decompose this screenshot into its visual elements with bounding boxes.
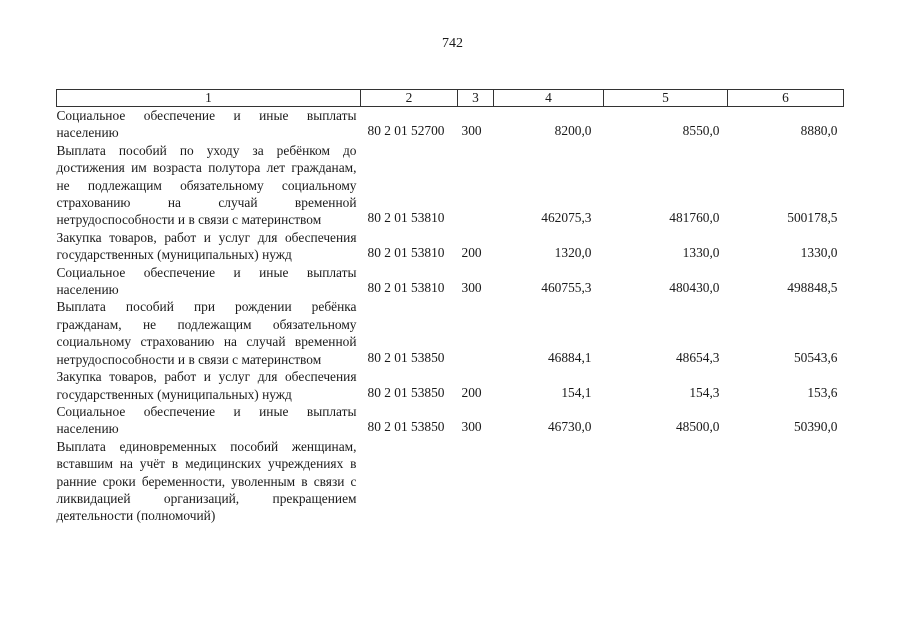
table-header-row	[57, 90, 844, 107]
row-code: 80 2 01 53850	[367, 384, 445, 400]
row-value-col6	[728, 438, 844, 525]
row-value-col4: 154,1	[561, 384, 592, 400]
row-value-col5	[604, 438, 728, 525]
row-value-col5: 480430,0	[669, 280, 720, 296]
row-value-col4	[494, 438, 604, 525]
row-value-col6: 8880,0	[800, 123, 838, 139]
row-code: 80 2 01 53810	[367, 210, 445, 226]
row-value-col5: 481760,0	[669, 210, 720, 226]
row-expense-type: 300	[461, 123, 482, 139]
budget-table	[56, 89, 844, 525]
row-description: Выплата единовременных пособий женщинам, вставшим на учёт в медицинских учреждениях в ранние сроки беременности, уволенным в связи с ликвидацией организаций, прекращением деятельности (полномочий)	[56, 438, 357, 524]
column-header-4: 4	[494, 90, 604, 107]
row-value-col6: 153,6	[807, 384, 838, 400]
row-expense-type	[458, 142, 494, 229]
column-header-2: 2	[361, 90, 458, 107]
row-code: 80 2 01 53810	[367, 245, 445, 261]
row-description: Выплата пособий по уходу за ребёнком до достижения им возраста полутора лет гражданам, не подлежащим обязательному социальному страхованию на случай временной нетрудоспособности и в связи с материнством	[56, 142, 357, 228]
row-expense-type	[458, 298, 494, 368]
row-description: Социальное обеспечение и иные выплаты населению	[56, 403, 357, 437]
table-row	[57, 403, 844, 438]
row-value-col6: 500178,5	[787, 210, 838, 226]
row-value-col6: 1330,0	[800, 245, 838, 261]
row-value-col4: 46884,1	[547, 349, 592, 365]
row-value-col4: 46730,0	[547, 419, 592, 435]
row-description: Социальное обеспечение и иные выплаты населению	[56, 108, 357, 141]
row-value-col6: 498848,5	[787, 280, 838, 296]
column-header-3: 3	[458, 90, 494, 107]
row-value-col5: 1330,0	[682, 245, 720, 261]
row-value-col5: 48500,0	[675, 419, 720, 435]
row-description: Выплата пособий при рождении ребёнка гражданам, не подлежащим обязательному социальному страхованию на случай временной нетрудоспособности и в связи с материнством	[56, 299, 357, 367]
row-value-col4: 1320,0	[554, 245, 592, 261]
row-description: Социальное обеспечение и иные выплаты населению	[56, 264, 357, 298]
column-header-6: 6	[728, 90, 844, 107]
row-code: 80 2 01 53810	[367, 280, 445, 296]
row-expense-type: 200	[461, 245, 482, 261]
row-expense-type	[458, 438, 494, 525]
row-expense-type: 300	[461, 280, 482, 296]
column-header-1: 1	[57, 90, 361, 107]
row-value-col4: 462075,3	[541, 210, 592, 226]
row-code: 80 2 01 53850	[367, 419, 445, 435]
row-code: 80 2 01 53850	[367, 349, 445, 365]
row-code: 80 2 01 52700	[367, 123, 445, 139]
row-value-col5: 8550,0	[682, 123, 720, 139]
row-value-col5: 154,3	[689, 384, 720, 400]
table-row	[57, 264, 844, 299]
table-row	[57, 298, 844, 368]
row-code	[361, 438, 458, 525]
table-row	[57, 107, 844, 142]
row-description: Закупка товаров, работ и услуг для обеспечения государственных (муниципальных) нужд	[56, 369, 357, 402]
row-value-col5: 48654,3	[675, 349, 720, 365]
page-number: 742	[442, 36, 463, 51]
table-row	[57, 438, 844, 525]
row-value-col4: 460755,3	[541, 280, 592, 296]
table-row	[57, 229, 844, 264]
column-header-5: 5	[604, 90, 728, 107]
row-value-col4: 8200,0	[554, 123, 592, 139]
row-expense-type: 300	[461, 419, 482, 435]
table-row	[57, 142, 844, 229]
table-row	[57, 368, 844, 403]
row-value-col6: 50390,0	[793, 419, 838, 435]
row-expense-type: 200	[461, 384, 482, 400]
row-description: Закупка товаров, работ и услуг для обеспечения государственных (муниципальных) нужд	[56, 229, 357, 263]
row-value-col6: 50543,6	[793, 349, 838, 365]
